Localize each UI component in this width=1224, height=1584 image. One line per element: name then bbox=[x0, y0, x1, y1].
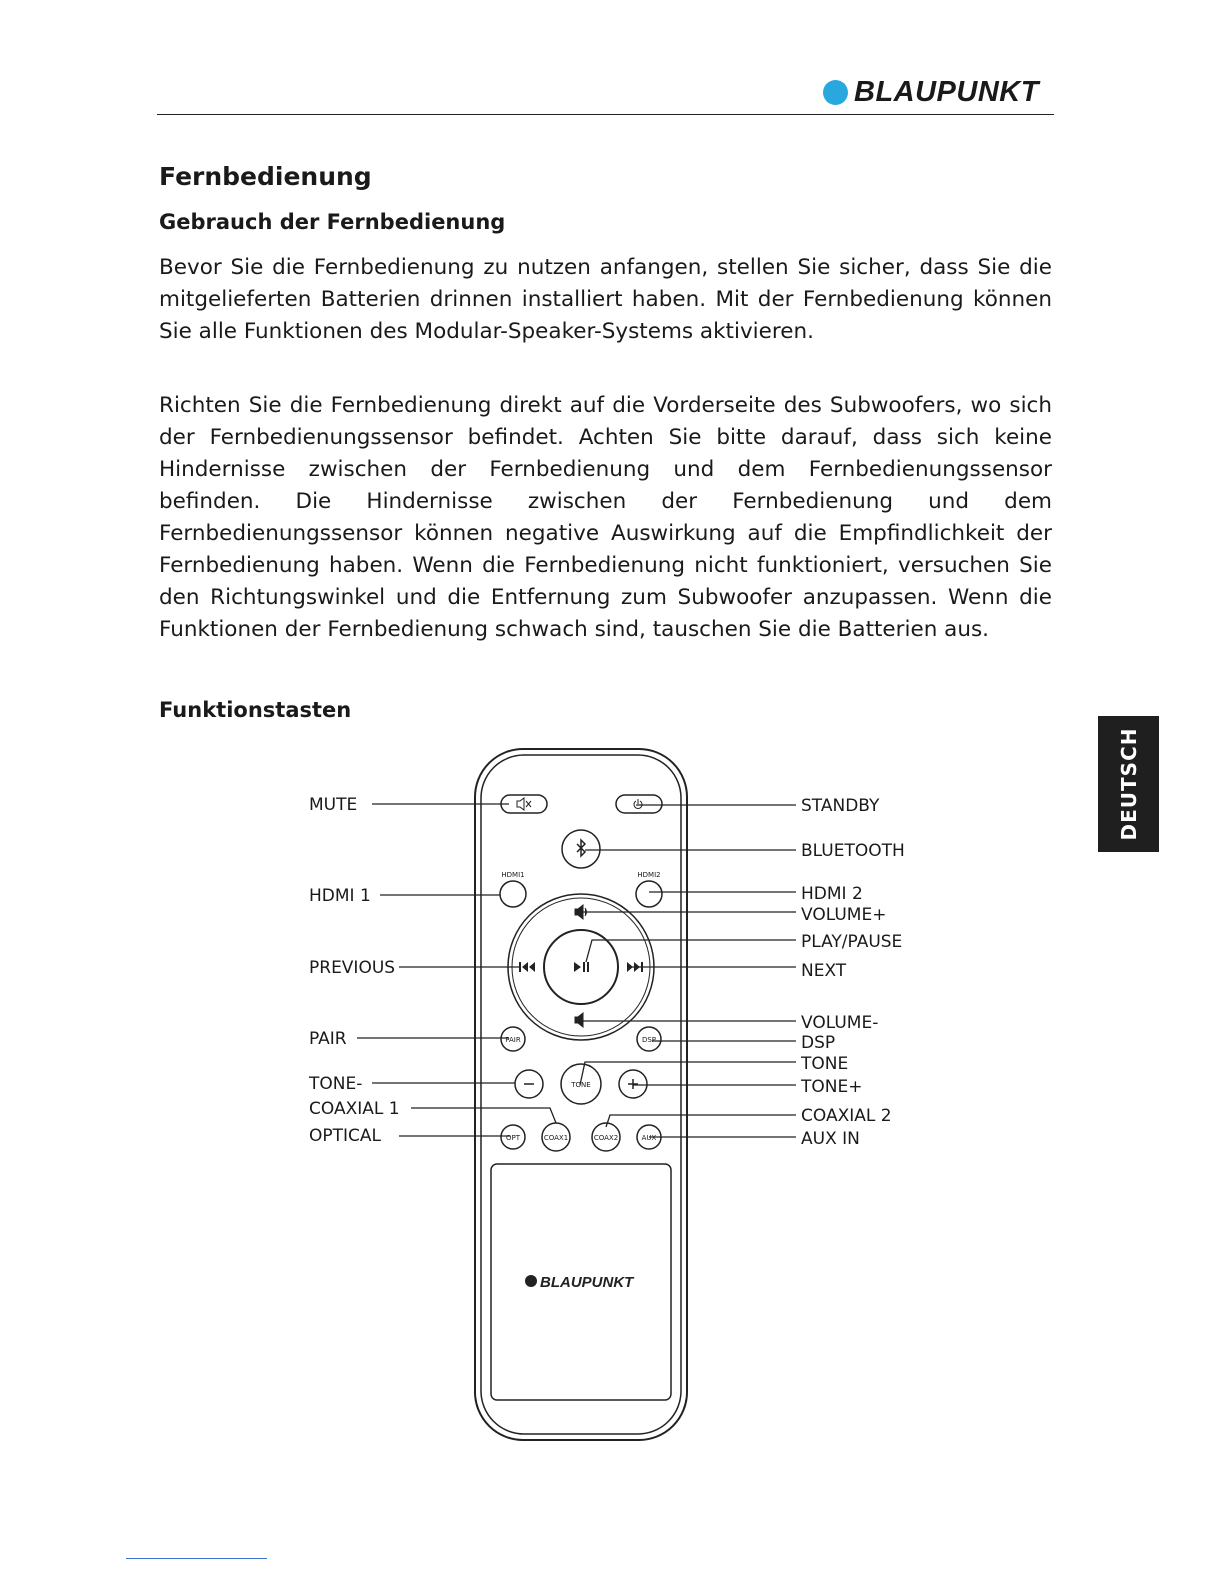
pair-button[interactable] bbox=[501, 1027, 525, 1051]
tone-minus-button[interactable] bbox=[515, 1070, 543, 1098]
hdmi2-button[interactable] bbox=[636, 871, 662, 907]
label-dsp: DSP bbox=[801, 1033, 836, 1053]
pair-button-text: PAIR bbox=[505, 1036, 521, 1044]
paragraph-usage: Bevor Sie die Fernbedienung zu nutzen anfangen, stellen Sie sicher, dass Sie die mitgelieferten Batterien drinnen installiert haben. Mit der Fernbedienung können Sie alle Funktionen des Modular-Speaker-Systems aktivieren. bbox=[159, 255, 1052, 344]
dsp-button[interactable] bbox=[637, 1027, 661, 1051]
remote-logo-dot-icon bbox=[525, 1275, 537, 1287]
label-optical: OPTICAL bbox=[309, 1126, 382, 1146]
label-hdmi1: HDMI 1 bbox=[309, 886, 371, 906]
label-pair: PAIR bbox=[309, 1029, 347, 1049]
coax1-button-text: COAX1 bbox=[543, 1134, 569, 1142]
aux-button-text: AUX bbox=[641, 1134, 657, 1142]
label-coaxial2: COAXIAL 2 bbox=[801, 1106, 892, 1126]
label-next: NEXT bbox=[801, 961, 847, 981]
hdmi1-button-text: HDMI1 bbox=[501, 871, 525, 879]
label-tone-plus: TONE+ bbox=[801, 1077, 863, 1097]
coax1-button[interactable] bbox=[542, 1123, 570, 1151]
label-previous: PREVIOUS bbox=[309, 958, 396, 978]
label-hdmi2: HDMI 2 bbox=[801, 884, 863, 904]
page-title: Fernbedienung bbox=[159, 162, 372, 191]
standby-button[interactable] bbox=[616, 795, 662, 813]
label-standby: STANDBY bbox=[801, 796, 880, 816]
coax2-button-text: COAX2 bbox=[593, 1134, 619, 1142]
opt-button-text: OPT bbox=[505, 1134, 521, 1142]
play-pause-button[interactable] bbox=[544, 930, 618, 1004]
section-heading-function-keys: Funktionstasten bbox=[159, 698, 352, 722]
remote-brand: BLAUPUNKT bbox=[540, 1274, 634, 1291]
label-tone: TONE bbox=[801, 1054, 849, 1074]
label-play-pause: PLAY/PAUSE bbox=[801, 932, 903, 952]
hdmi2-button-text: HDMI2 bbox=[637, 871, 661, 879]
label-aux-in: AUX IN bbox=[801, 1129, 860, 1149]
dsp-button-text: DSP bbox=[641, 1036, 657, 1044]
label-tone-minus: TONE- bbox=[309, 1074, 363, 1094]
tone-plus-button[interactable] bbox=[619, 1070, 647, 1098]
tone-button[interactable] bbox=[561, 1064, 601, 1104]
label-mute: MUTE bbox=[309, 795, 358, 815]
label-volume-plus: VOLUME+ bbox=[801, 905, 887, 925]
label-coaxial1: COAXIAL 1 bbox=[309, 1099, 400, 1119]
language-tab-label: DEUTSCH bbox=[1116, 727, 1141, 841]
tone-button-text: TONE bbox=[571, 1081, 591, 1089]
coax2-button[interactable] bbox=[592, 1123, 620, 1151]
label-bluetooth: BLUETOOTH bbox=[801, 841, 905, 861]
label-volume-minus: VOLUME- bbox=[801, 1013, 879, 1033]
brand-name: BLAUPUNKT bbox=[854, 76, 1039, 108]
bluetooth-button[interactable] bbox=[562, 830, 600, 868]
optical-button[interactable] bbox=[501, 1125, 525, 1149]
footer-line bbox=[126, 1558, 267, 1559]
section-subtitle: Gebrauch der Fernbedienung bbox=[159, 210, 506, 234]
hdmi1-button[interactable] bbox=[500, 871, 526, 907]
paragraph-direction: Richten Sie die Fernbedienung direkt auf die Vorderseite des Subwoofers, wo sich der Fernbedienungssensor befindet. Achten Sie bitte darauf, dass sich keine Hindernisse zwischen der Fernbedienung und dem Fernbedienungssensor befinden. Die Hindernisse zwischen der Fernbedienung und dem Fernbedienungssensor können negative Auswirkung auf die Empfindlichkeit der Fernbedienung haben. Wenn die Fernbedienung nicht funktioniert, versuchen Sie den Richtungswinkel und die Entfernung zum Subwoofer anzupassen. Wenn die Funktionen der Fernbedienung schwach sind, tauschen Sie die Batterien aus. bbox=[159, 393, 1052, 642]
